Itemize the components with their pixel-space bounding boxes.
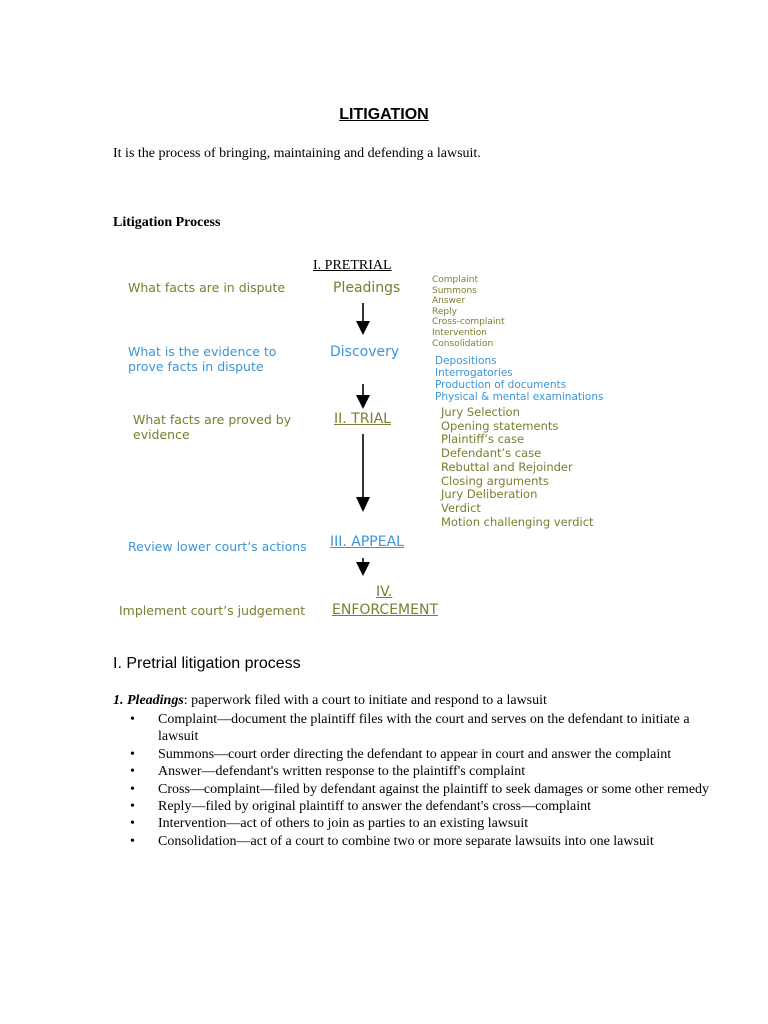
list-item <box>130 746 718 763</box>
list-item <box>130 781 718 798</box>
list-item <box>130 798 718 815</box>
question-implement-judgement: Implement court’s judgement <box>119 603 306 618</box>
pleadings-items-list <box>432 275 505 349</box>
list-item: Intervention <box>432 327 487 338</box>
list-item: Production of documents <box>435 379 567 391</box>
question-review-lower-court: Review lower court’s actions <box>128 539 307 554</box>
list-item: Verdict <box>441 500 481 515</box>
bullet-icon: • <box>130 764 135 780</box>
list-item: Reply <box>432 306 457 317</box>
list-item: Defendant’s case <box>441 446 542 461</box>
process-heading: Litigation Process <box>113 215 221 230</box>
list-item <box>130 711 718 746</box>
bullet-icon: • <box>130 781 135 797</box>
list-item: Jury Selection <box>441 405 520 419</box>
bullet-icon: • <box>130 799 135 815</box>
down-arrow-icon <box>356 558 370 576</box>
list-item: Rebuttal and Rejoinder <box>441 459 573 474</box>
list-item: Consolidation <box>432 338 494 349</box>
list-item <box>130 815 718 832</box>
page-title: LITIGATION <box>339 106 429 123</box>
discovery-items-list <box>435 355 603 403</box>
list-item: Interrogatories <box>435 367 513 379</box>
list-item: Jury Deliberation <box>441 487 538 502</box>
bullet-text: Reply—filed by original plaintiff to answer the defendant's cross—complaint <box>158 799 592 815</box>
list-item: Motion challenging verdict <box>441 514 594 529</box>
pleadings-label: 1. Pleadings <box>113 693 184 708</box>
down-arrow-icon <box>356 434 370 512</box>
list-item: Complaint <box>432 275 479 285</box>
bullet-icon: • <box>130 712 135 727</box>
stage-enforcement-line2: ENFORCEMENT <box>332 602 438 618</box>
bullet-text: Summons—court order directing the defendant to appear in court and answer the complaint <box>158 746 672 762</box>
question-facts-in-dispute: What facts are in dispute <box>128 280 286 295</box>
bullet-text: Cross—complaint—filed by defendant against the plaintiff to seek damages or some other remedy <box>158 781 710 797</box>
list-item: Summons <box>432 285 477 296</box>
down-arrow-icon <box>356 384 370 409</box>
bullet-text: Intervention—act of others to join as parties to an existing lawsuit <box>158 816 529 832</box>
stage-pleadings: Pleadings <box>333 280 401 296</box>
list-item: Answer <box>432 296 466 307</box>
question-facts-proved-line2: evidence <box>133 427 190 442</box>
pleadings-text: : paperwork filed with a court to initiate and respond to a lawsuit <box>183 693 547 708</box>
pleadings-bullet-list <box>113 711 718 850</box>
bullet-text: Answer—defendant's written response to the plaintiff's complaint <box>158 764 526 780</box>
list-item: Opening statements <box>441 418 559 433</box>
question-facts-proved-line1: What facts are proved by <box>133 412 292 427</box>
list-item <box>130 833 718 850</box>
bullet-text: Complaint—document the plaintiff files with the court and serves on the defendant to initiate a lawsuit <box>158 712 690 745</box>
list-item <box>130 763 718 780</box>
stage-enforcement-line1: IV. <box>376 584 393 600</box>
bullet-text: Consolidation—act of a court to combine two or more separate lawsuits into one lawsuit <box>158 833 654 849</box>
trial-items-list <box>441 406 594 529</box>
stage-appeal: III. APPEAL <box>330 534 404 550</box>
intro-text: It is the process of bringing, maintaining and defending a lawsuit. <box>113 146 481 161</box>
bullet-icon: • <box>130 746 135 762</box>
list-item: Cross-complaint <box>432 317 505 328</box>
question-evidence-line1: What is the evidence to <box>128 344 277 359</box>
section-heading: I. Pretrial litigation process <box>113 655 301 672</box>
bullet-icon: • <box>130 833 135 849</box>
question-evidence-line2: prove facts in dispute <box>128 359 264 374</box>
list-item: Closing arguments <box>441 473 549 488</box>
pleadings-definition <box>113 693 547 709</box>
pretrial-heading: I. PRETRIAL <box>313 258 392 273</box>
list-item: Physical & mental examinations <box>435 391 604 403</box>
down-arrow-icon <box>356 303 370 335</box>
bullet-icon: • <box>130 816 135 832</box>
list-item: Depositions <box>435 355 497 367</box>
stage-trial: II. TRIAL <box>334 411 391 427</box>
list-item: Plaintiff’s case <box>441 432 525 447</box>
stage-discovery: Discovery <box>330 344 400 360</box>
